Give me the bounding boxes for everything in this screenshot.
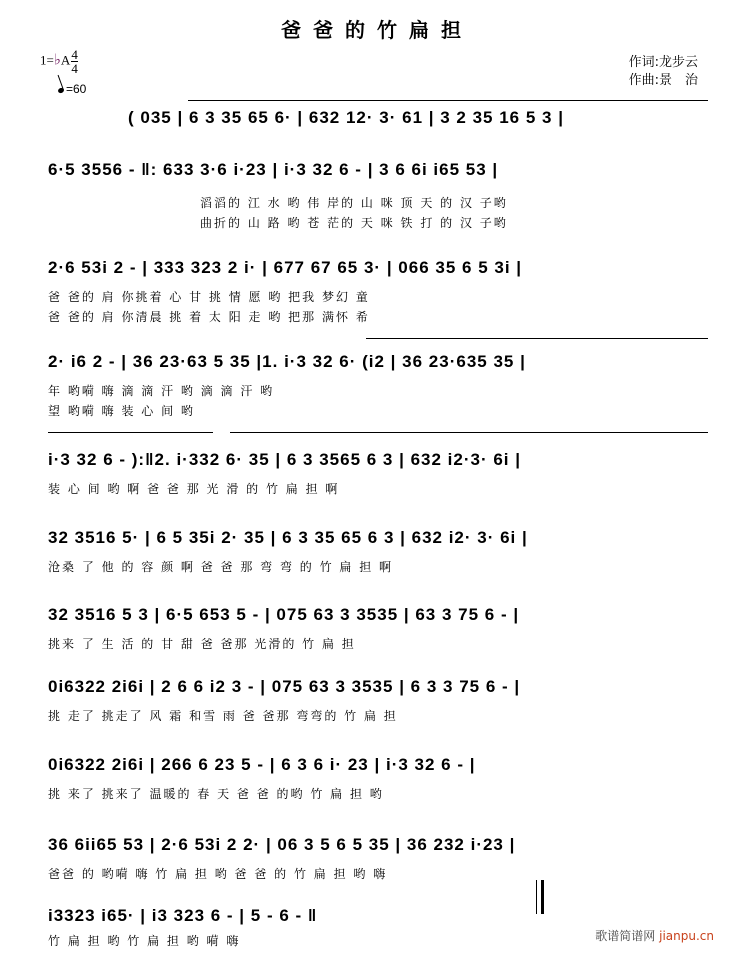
lyric-verse-2: 望 哟嗬 嗨 装 心 间 哟 (48, 404, 195, 418)
lyric-verse: 挑来 了 生 活 的 甘 甜 爸 爸那 光滑的 竹 扁 担 (48, 637, 356, 651)
lyric-verse: 挑 走了 挑走了 风 霜 和雪 雨 爸 爸那 弯弯的 竹 扁 担 (48, 709, 398, 723)
lyric-verse: 竹 扁 担 哟 竹 扁 担 哟 嗬 嗨 (48, 934, 241, 948)
lyric-verse-1: 年 哟嗬 嗨 滴 滴 汗 哟 滴 滴 汗 哟 (48, 384, 275, 398)
notation: 2· i6 2 - | 36 23·63 5 35 |1. i·3 32 6· (i2 | 36 23·635 35 | (48, 352, 526, 371)
song-title: 爸爸的竹扁担 (281, 18, 473, 42)
volta-bracket-1-end (48, 432, 213, 433)
volta-bracket-1 (366, 338, 708, 339)
key-name: A (60, 52, 71, 68)
tempo-value: =60 (66, 82, 87, 96)
composer: 作曲:景 治 (628, 73, 698, 88)
flat-icon: ♭ (53, 52, 61, 69)
lyric-verse-1: 爸 爸的 肩 你挑着 心 甘 挑 情 愿 哟 把我 梦幻 童 (48, 290, 370, 304)
notation: 32 3516 5 3 | 6·5 653 5 - | 075 63 3 3535 | 63 3 75 6 - | (48, 605, 520, 624)
lyric-verse-2: 曲折的 山 路 哟 苍 茫的 天 咪 铁 打 的 汉 子哟 (200, 216, 508, 230)
notation: ( 035 | 6 3 35 65 6· | 632 12· 3· 61 | 3 2 35 16 5 3 | (128, 108, 564, 127)
notation: 0i6322 2i6i | 2 6 6 i2 3 - | 075 63 3 3535 | 6 3 3 75 6 - | (48, 677, 521, 696)
notation: i3323 i65· | i3 323 6 - | 5 - 6 - ‖ (48, 906, 318, 925)
final-barline (536, 880, 544, 914)
time-bottom: 4 (71, 61, 78, 76)
notation: 0i6322 2i6i | 266 6 23 5 - | 6 3 6 i· 23 | i·3 32 6 - | (48, 755, 476, 774)
key-signature (40, 48, 78, 75)
watermark (595, 927, 714, 944)
notation: 2·6 53i 2 - | 333 323 2 i· | 677 67 65 3· | 066 35 6 5 3i | (48, 258, 523, 277)
watermark-site: jianpu.cn (659, 929, 714, 943)
lyric-verse-1: 滔滔的 江 水 哟 伟 岸的 山 咪 顶 天 的 汉 子哟 (200, 196, 508, 210)
lyric-verse: 沧桑 了 他 的 容 颜 啊 爸 爸 那 弯 弯 的 竹 扁 担 啊 (48, 560, 394, 574)
lyricist: 作词:龙步云 (628, 55, 698, 70)
volta-bracket-2 (230, 432, 708, 433)
notation: i·3 32 6 - ):‖2. i·332 6· 35 | 6 3 3565 6 3 | 632 i2·3· 6i | (48, 450, 522, 469)
lyric-verse: 装 心 间 哟 啊 爸 爸 那 光 滑 的 竹 扁 担 啊 (48, 482, 340, 496)
key-prefix: 1= (40, 52, 54, 68)
lyric-verse: 挑 来了 挑来了 温暖的 春 天 爸 爸 的哟 竹 扁 担 哟 (48, 787, 384, 801)
slur (533, 100, 708, 101)
quarter-note-icon (57, 87, 64, 94)
watermark-cn: 歌谱简谱网 (595, 929, 656, 943)
lyric-verse-2: 爸 爸的 肩 你清晨 挑 着 太 阳 走 哟 把那 满怀 希 (48, 310, 370, 324)
time-signature (71, 48, 78, 75)
lyric-verse: 爸爸 的 哟嗬 嗨 竹 扁 担 哟 爸 爸 的 竹 扁 担 哟 嗨 (48, 867, 388, 881)
notation: 36 6ii65 53 | 2·6 53i 2 2· | 06 3 5 6 5 35 | 36 232 i·23 | (48, 835, 516, 854)
time-top: 4 (71, 47, 78, 62)
notation: 32 3516 5· | 6 5 35i 2· 35 | 6 3 35 65 6 3 | 632 i2· 3· 6i | (48, 528, 528, 547)
notation: 6·5 3556 - ‖: 633 3·6 i·23 | i·3 32 6 - | 3 6 6i i65 53 | (48, 160, 499, 179)
credits (629, 54, 698, 90)
tempo-marking (58, 82, 86, 96)
